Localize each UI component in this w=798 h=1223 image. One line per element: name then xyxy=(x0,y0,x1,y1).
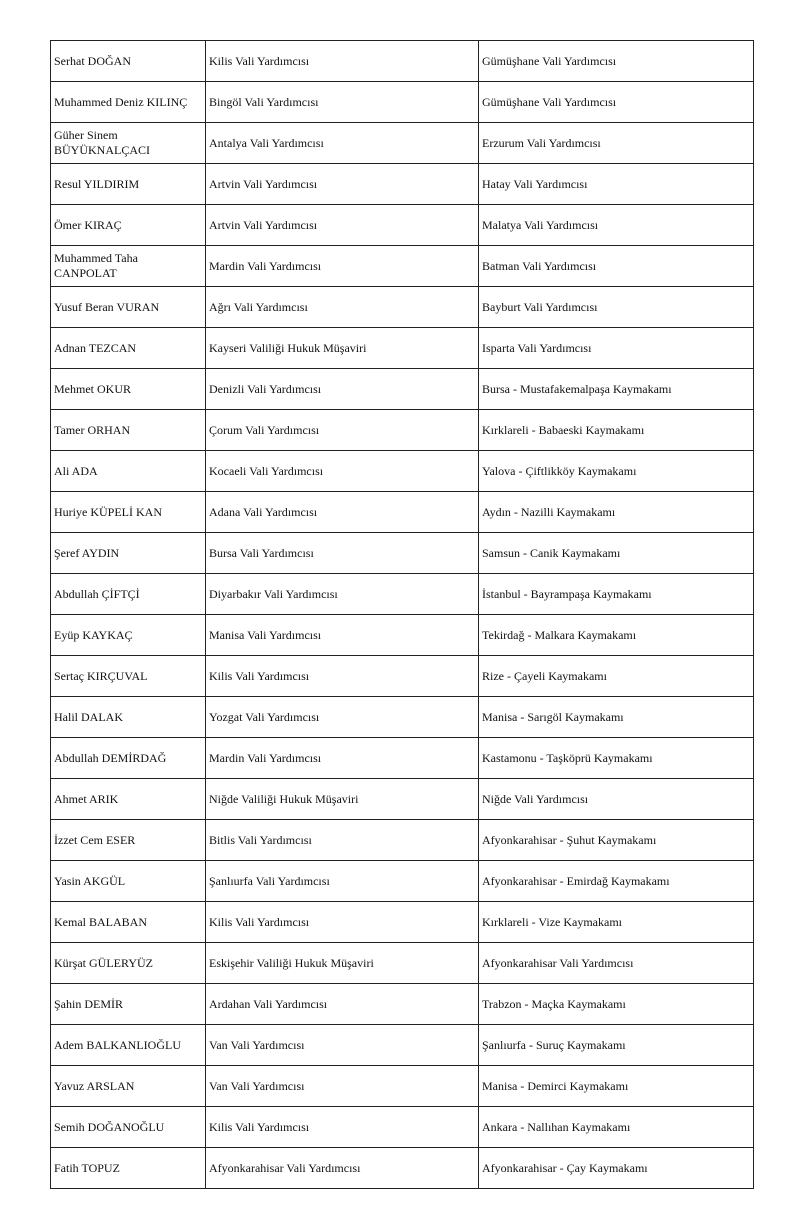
table-row xyxy=(51,369,754,410)
current-position-cell: Afyonkarahisar Vali Yardımcısı xyxy=(206,1148,479,1189)
current-position-cell: Ardahan Vali Yardımcısı xyxy=(206,984,479,1025)
current-position-cell: Ağrı Vali Yardımcısı xyxy=(206,287,479,328)
new-position-cell: Hatay Vali Yardımcısı xyxy=(479,164,754,205)
current-position-cell: Van Vali Yardımcısı xyxy=(206,1066,479,1107)
appointments-table-body xyxy=(51,41,754,1189)
current-position-cell: Kilis Vali Yardımcısı xyxy=(206,656,479,697)
table-row xyxy=(51,861,754,902)
table-row xyxy=(51,451,754,492)
table-row xyxy=(51,410,754,451)
new-position-cell: Samsun - Canik Kaymakamı xyxy=(479,533,754,574)
person-name-cell: Fatih TOPUZ xyxy=(51,1148,206,1189)
current-position-cell: Artvin Vali Yardımcısı xyxy=(206,164,479,205)
table-row xyxy=(51,697,754,738)
new-position-cell: Afyonkarahisar - Şuhut Kaymakamı xyxy=(479,820,754,861)
person-name-cell: Şahin DEMİR xyxy=(51,984,206,1025)
current-position-cell: Bitlis Vali Yardımcısı xyxy=(206,820,479,861)
new-position-cell: Trabzon - Maçka Kaymakamı xyxy=(479,984,754,1025)
table-row xyxy=(51,41,754,82)
current-position-cell: Çorum Vali Yardımcısı xyxy=(206,410,479,451)
person-name-cell: Yasin AKGÜL xyxy=(51,861,206,902)
new-position-cell: Şanlıurfa - Suruç Kaymakamı xyxy=(479,1025,754,1066)
person-name-cell: Yavuz ARSLAN xyxy=(51,1066,206,1107)
table-row xyxy=(51,205,754,246)
current-position-cell: Van Vali Yardımcısı xyxy=(206,1025,479,1066)
person-name-cell: Adnan TEZCAN xyxy=(51,328,206,369)
new-position-cell: Ankara - Nallıhan Kaymakamı xyxy=(479,1107,754,1148)
table-row xyxy=(51,328,754,369)
table-row xyxy=(51,574,754,615)
new-position-cell: Afyonkarahisar - Çay Kaymakamı xyxy=(479,1148,754,1189)
new-position-cell: Gümüşhane Vali Yardımcısı xyxy=(479,82,754,123)
new-position-cell: Erzurum Vali Yardımcısı xyxy=(479,123,754,164)
table-row xyxy=(51,492,754,533)
new-position-cell: Manisa - Demirci Kaymakamı xyxy=(479,1066,754,1107)
person-name-cell: Abdullah ÇİFTÇİ xyxy=(51,574,206,615)
person-name-cell: Tamer ORHAN xyxy=(51,410,206,451)
current-position-cell: Antalya Vali Yardımcısı xyxy=(206,123,479,164)
new-position-cell: Bursa - Mustafakemalpaşa Kaymakamı xyxy=(479,369,754,410)
person-name-cell: Kemal BALABAN xyxy=(51,902,206,943)
table-row xyxy=(51,123,754,164)
current-position-cell: Kayseri Valiliği Hukuk Müşaviri xyxy=(206,328,479,369)
current-position-cell: Manisa Vali Yardımcısı xyxy=(206,615,479,656)
new-position-cell: Afyonkarahisar Vali Yardımcısı xyxy=(479,943,754,984)
current-position-cell: Mardin Vali Yardımcısı xyxy=(206,246,479,287)
current-position-cell: Yozgat Vali Yardımcısı xyxy=(206,697,479,738)
new-position-cell: Batman Vali Yardımcısı xyxy=(479,246,754,287)
new-position-cell: Tekirdağ - Malkara Kaymakamı xyxy=(479,615,754,656)
table-row xyxy=(51,943,754,984)
person-name-cell: Ahmet ARIK xyxy=(51,779,206,820)
person-name-cell: Halil DALAK xyxy=(51,697,206,738)
person-name-cell: Muhammed Taha CANPOLAT xyxy=(51,246,206,287)
new-position-cell: Kırklareli - Babaeski Kaymakamı xyxy=(479,410,754,451)
table-row xyxy=(51,246,754,287)
table-row xyxy=(51,984,754,1025)
table-row xyxy=(51,656,754,697)
current-position-cell: Kocaeli Vali Yardımcısı xyxy=(206,451,479,492)
person-name-cell: Sertaç KIRÇUVAL xyxy=(51,656,206,697)
person-name-cell: Semih DOĞANOĞLU xyxy=(51,1107,206,1148)
new-position-cell: Gümüşhane Vali Yardımcısı xyxy=(479,41,754,82)
person-name-cell: Serhat DOĞAN xyxy=(51,41,206,82)
current-position-cell: Şanlıurfa Vali Yardımcısı xyxy=(206,861,479,902)
table-row xyxy=(51,779,754,820)
table-row xyxy=(51,1107,754,1148)
new-position-cell: Manisa - Sarıgöl Kaymakamı xyxy=(479,697,754,738)
person-name-cell: Abdullah DEMİRDAĞ xyxy=(51,738,206,779)
person-name-cell: Güher Sinem BÜYÜKNALÇACI xyxy=(51,123,206,164)
current-position-cell: Adana Vali Yardımcısı xyxy=(206,492,479,533)
new-position-cell: Niğde Vali Yardımcısı xyxy=(479,779,754,820)
table-row xyxy=(51,164,754,205)
person-name-cell: Resul YILDIRIM xyxy=(51,164,206,205)
person-name-cell: İzzet Cem ESER xyxy=(51,820,206,861)
current-position-cell: Kilis Vali Yardımcısı xyxy=(206,902,479,943)
person-name-cell: Eyüp KAYKAÇ xyxy=(51,615,206,656)
current-position-cell: Diyarbakır Vali Yardımcısı xyxy=(206,574,479,615)
person-name-cell: Muhammed Deniz KILINÇ xyxy=(51,82,206,123)
person-name-cell: Kürşat GÜLERYÜZ xyxy=(51,943,206,984)
current-position-cell: Bingöl Vali Yardımcısı xyxy=(206,82,479,123)
new-position-cell: İstanbul - Bayrampaşa Kaymakamı xyxy=(479,574,754,615)
new-position-cell: Bayburt Vali Yardımcısı xyxy=(479,287,754,328)
new-position-cell: Isparta Vali Yardımcısı xyxy=(479,328,754,369)
current-position-cell: Artvin Vali Yardımcısı xyxy=(206,205,479,246)
table-row xyxy=(51,738,754,779)
new-position-cell: Yalova - Çiftlikköy Kaymakamı xyxy=(479,451,754,492)
person-name-cell: Ali ADA xyxy=(51,451,206,492)
table-row xyxy=(51,533,754,574)
table-row xyxy=(51,1025,754,1066)
person-name-cell: Şeref AYDIN xyxy=(51,533,206,574)
current-position-cell: Niğde Valiliği Hukuk Müşaviri xyxy=(206,779,479,820)
new-position-cell: Afyonkarahisar - Emirdağ Kaymakamı xyxy=(479,861,754,902)
table-row xyxy=(51,902,754,943)
new-position-cell: Rize - Çayeli Kaymakamı xyxy=(479,656,754,697)
new-position-cell: Kırklareli - Vize Kaymakamı xyxy=(479,902,754,943)
new-position-cell: Kastamonu - Taşköprü Kaymakamı xyxy=(479,738,754,779)
table-row xyxy=(51,615,754,656)
current-position-cell: Denizli Vali Yardımcısı xyxy=(206,369,479,410)
current-position-cell: Mardin Vali Yardımcısı xyxy=(206,738,479,779)
new-position-cell: Aydın - Nazilli Kaymakamı xyxy=(479,492,754,533)
table-row xyxy=(51,820,754,861)
person-name-cell: Mehmet OKUR xyxy=(51,369,206,410)
table-row xyxy=(51,1066,754,1107)
person-name-cell: Yusuf Beran VURAN xyxy=(51,287,206,328)
person-name-cell: Ömer KIRAÇ xyxy=(51,205,206,246)
current-position-cell: Kilis Vali Yardımcısı xyxy=(206,1107,479,1148)
new-position-cell: Malatya Vali Yardımcısı xyxy=(479,205,754,246)
person-name-cell: Adem BALKANLIOĞLU xyxy=(51,1025,206,1066)
person-name-cell: Huriye KÜPELİ KAN xyxy=(51,492,206,533)
table-row xyxy=(51,82,754,123)
appointments-table xyxy=(50,40,754,1189)
table-row xyxy=(51,287,754,328)
table-row xyxy=(51,1148,754,1189)
current-position-cell: Kilis Vali Yardımcısı xyxy=(206,41,479,82)
current-position-cell: Bursa Vali Yardımcısı xyxy=(206,533,479,574)
current-position-cell: Eskişehir Valiliği Hukuk Müşaviri xyxy=(206,943,479,984)
